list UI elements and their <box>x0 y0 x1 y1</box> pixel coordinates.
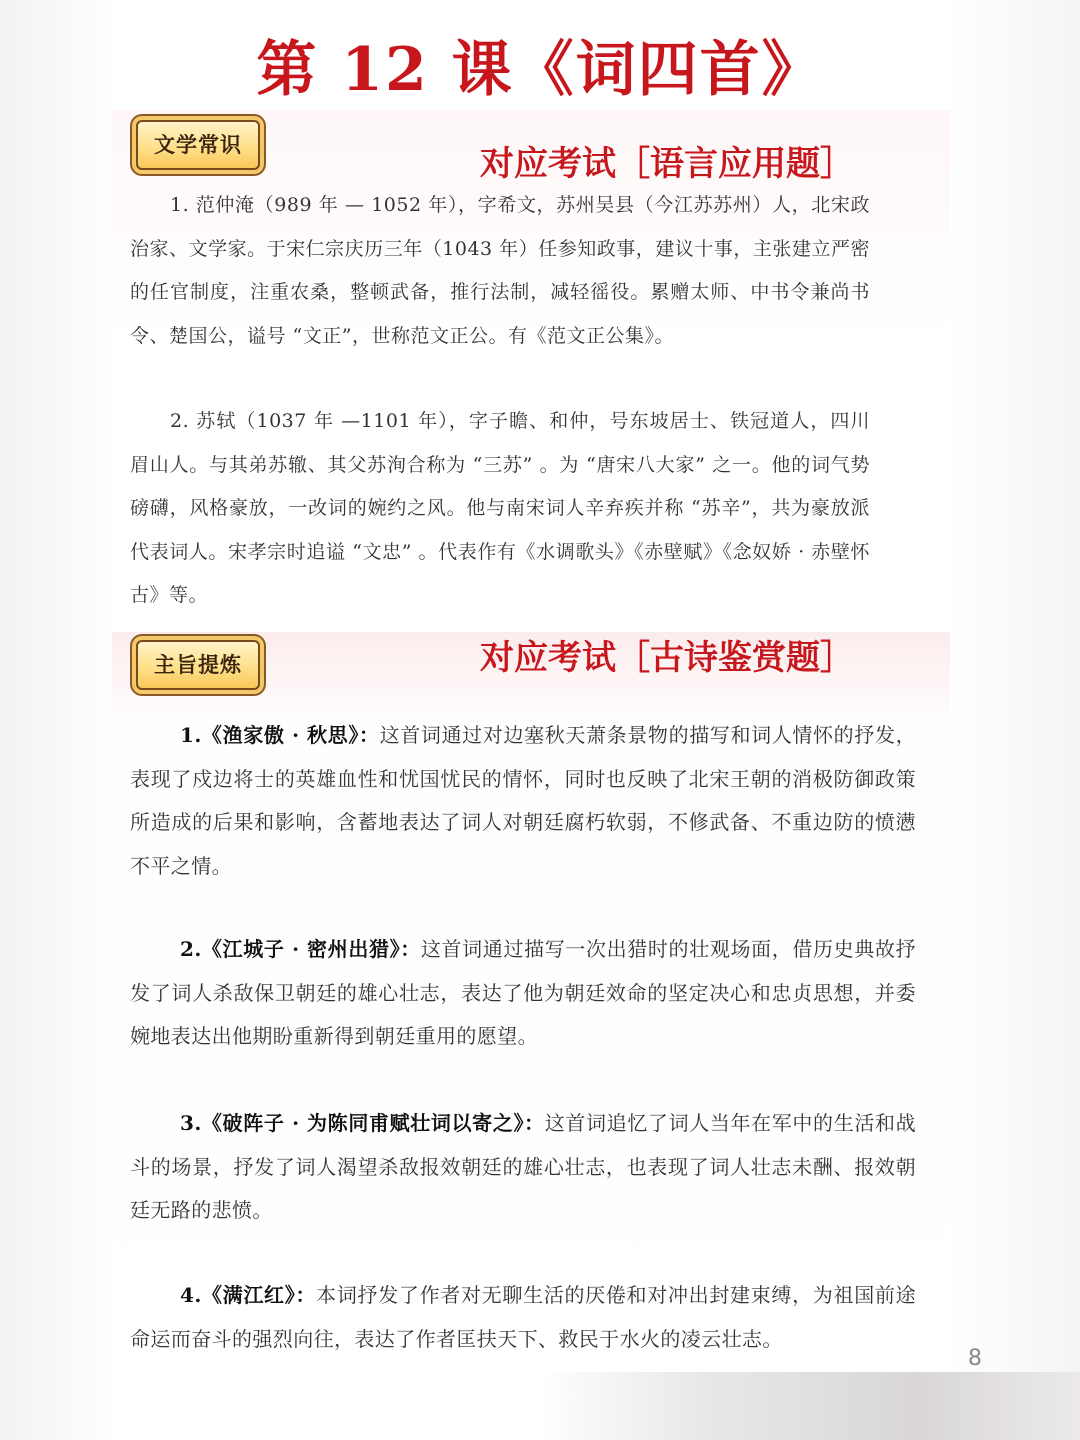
theme-item-2-heading: 2.《江城子 · 密州出猎》： <box>180 937 421 961</box>
theme-item-3-heading: 3.《破阵子 · 为陈同甫赋壮词以寄之》： <box>180 1111 545 1135</box>
theme-item-4 <box>130 1274 916 1361</box>
theme-item-3-text: 这首词追忆了词人当年在军中的生活和战斗的场景，抒发了词人渴望杀敌报效朝廷的雄心壮志，也表现了词人壮志未酬、报效朝廷无路的悲愤。 <box>130 1111 917 1222</box>
page-number: 8 <box>968 1346 982 1371</box>
paragraph-fan-zhongyan: 1. 范仲淹（989 年 — 1052 年），字希文，苏州吴县（今江苏苏州）人，北宋政治家、文学家。于宋仁宗庆历三年（1043 年）任参知政事，建议十事，主张建立严密的任官制度，注重农桑，整顿武备，推行法制，减轻徭役。累赠太师、中书令兼尚书令、楚国公，谥号 “文正”，世称范文正公。有《范文正公集》。 <box>130 194 870 347</box>
theme-item-2-text: 这首词通过描写一次出猎时的壮观场面，借历史典故抒发了词人杀敌保卫朝廷的雄心壮志，表达了他为朝廷效命的坚定决心和忠贞思想，并委婉地表达出他期盼重新得到朝廷重用的愿望。 <box>130 937 916 1048</box>
background-right-shade <box>950 0 1080 1440</box>
page-title: 第 12 课《词四首》 <box>256 35 824 105</box>
paragraph-su-shi: 2. 苏轼（1037 年 —1101 年），字子瞻、和仲，号东坡居士、铁冠道人，四川眉山人。与其弟苏辙、其父苏洵合称为 “三苏” 。为 “唐宋八大家” 之一。他的词气势磅礴，风格豪放，一改词的婉约之风。他与南宋词人辛弃疾并称 “苏辛”，共为豪放派代表词人。宋孝宗时追谥 “文忠” 。代表作有《水调歌头》《赤壁赋》《念奴娇 · 赤壁怀古》等。 <box>130 410 870 606</box>
theme-item-1 <box>130 714 916 888</box>
background-bottom-decoration <box>540 1372 1080 1440</box>
background-left-shade <box>0 0 120 1440</box>
exam-heading-poetry-appreciation: 对应考试［古诗鉴赏题］ <box>480 638 854 678</box>
section-tag-literary-knowledge: 文学常识 <box>136 120 260 170</box>
theme-item-3 <box>130 1102 916 1233</box>
section-tag-theme-summary: 主旨提炼 <box>136 640 260 690</box>
theme-item-2 <box>130 928 916 1059</box>
theme-item-4-heading: 4.《满江红》： <box>180 1283 317 1307</box>
theme-item-1-heading: 1.《渔家傲 · 秋思》： <box>180 723 380 747</box>
theme-item-1-text: 这首词通过对边塞秋天萧条景物的描写和词人情怀的抒发，表现了戍边将士的英雄血性和忧国忧民的情怀，同时也反映了北宋王朝的消极防御政策所造成的后果和影响，含蓄地表达了词人对朝廷腐朽软弱，不修武备、不重边防的愤懑不平之情。 <box>130 723 916 878</box>
theme-item-4-text: 本词抒发了作者对无聊生活的厌倦和对冲出封建束缚，为祖国前途命运而奋斗的强烈向往，表达了作者匡扶天下、救民于水火的凌云壮志。 <box>130 1283 916 1351</box>
exam-heading-language-application: 对应考试［语言应用题］ <box>480 144 854 184</box>
